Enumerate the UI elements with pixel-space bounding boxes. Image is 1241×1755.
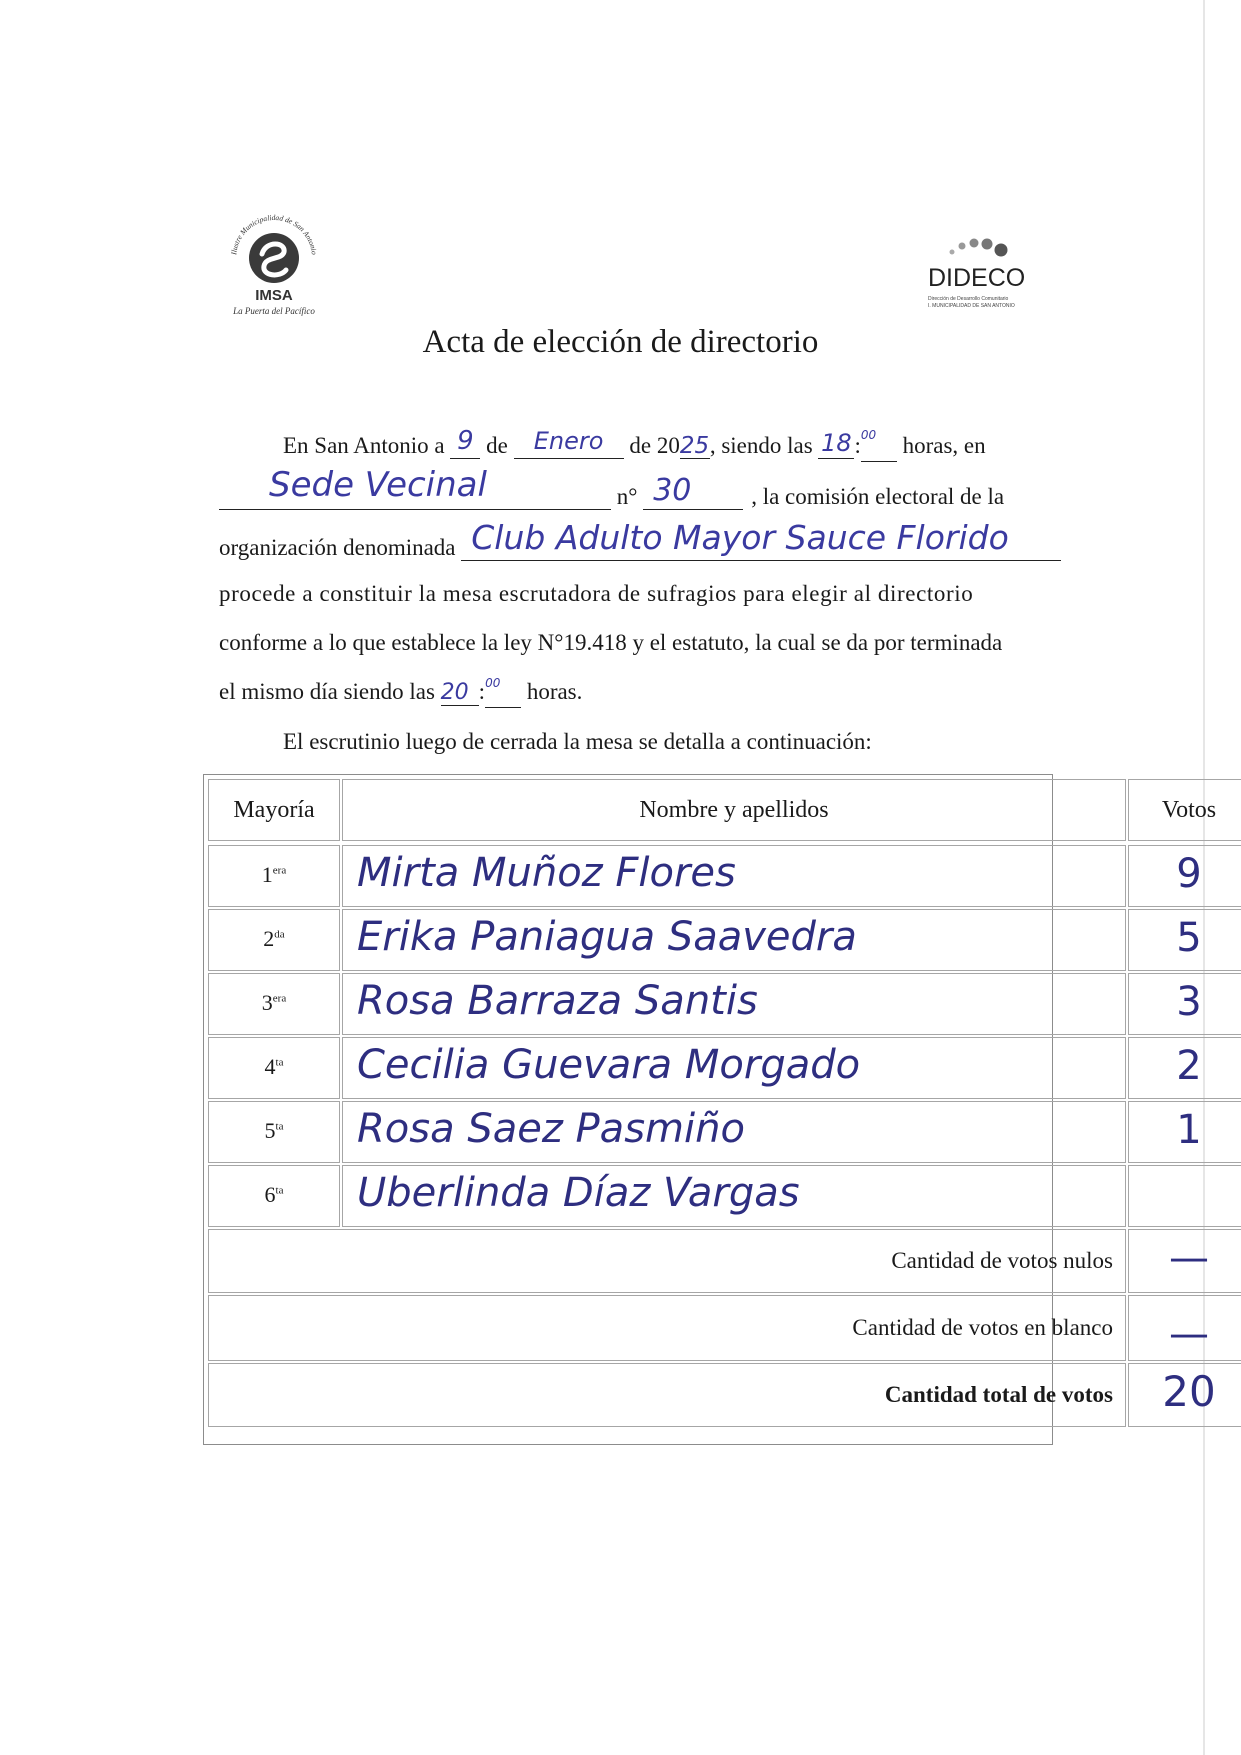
svg-text:Ilustre Municipalidad de San A: Ilustre Municipalidad de San Antonio xyxy=(229,212,319,256)
null-votes-value: — xyxy=(1128,1229,1241,1293)
start-hour-field: 18 xyxy=(821,429,852,457)
place-field: Sede Vecinal xyxy=(269,465,487,505)
candidate-name: Rosa Saez Pasmiño xyxy=(342,1101,1126,1163)
table-row-majority: $4^{ta}$ xyxy=(208,1037,340,1099)
candidate-name: Erika Paniagua Saavedra xyxy=(342,909,1126,971)
svg-text:DIDECO: DIDECO xyxy=(928,264,1026,292)
vote-table xyxy=(203,774,1217,1445)
intro-line-5: conforme a lo que establece la ley N°19.418 y el estatuto, la cual se da por terminada xyxy=(219,630,1003,655)
intro-line-2: Sede Vecinal n° 30 , la comisión electoral de la xyxy=(219,481,1041,510)
number-field: 30 xyxy=(653,473,692,508)
table-row-majority: $1^{era}$ xyxy=(208,845,340,907)
candidate-votes: 3 xyxy=(1128,973,1241,1035)
start-minute-field: 00 xyxy=(860,428,877,442)
year-field: 25 xyxy=(679,433,710,459)
intro-line-3: organización denominada Club Adulto Mayor Sauce Florido xyxy=(219,532,1041,561)
svg-text:Dirección de Desarrollo Comuni: Dirección de Desarrollo Comunitario xyxy=(928,296,1009,302)
candidate-votes xyxy=(1128,1165,1241,1227)
svg-text:IMSA: IMSA xyxy=(255,287,293,304)
intro-line-6: el mismo día siendo las 20 :00 horas. xyxy=(219,680,1041,708)
candidate-votes: 5 xyxy=(1128,909,1241,971)
end-minute-field: 00 xyxy=(485,676,501,690)
candidate-votes: 1 xyxy=(1128,1101,1241,1163)
header-votes: Votos xyxy=(1128,779,1241,841)
table-row-majority: $2^{da}$ xyxy=(208,909,340,971)
intro-line-7: El escrutinio luego de cerrada la mesa se detalla a continuación: xyxy=(283,729,872,754)
candidate-name: Cecilia Guevara Morgado xyxy=(342,1037,1126,1099)
svg-text:La Puerta del Pacífico: La Puerta del Pacífico xyxy=(233,306,315,316)
document-title: Acta de elección de directorio xyxy=(422,324,819,360)
candidate-votes: 9 xyxy=(1128,845,1241,907)
candidate-name: Mirta Muñoz Flores xyxy=(342,845,1126,907)
header-name: Nombre y apellidos xyxy=(342,779,1126,841)
table-row-majority: $5^{ta}$ xyxy=(208,1101,340,1163)
candidate-name: Uberlinda Díaz Vargas xyxy=(342,1165,1126,1227)
total-votes-label: Cantidad total de votos xyxy=(208,1363,1126,1427)
table-row-majority: $3^{era}$ xyxy=(208,973,340,1035)
organization-field: Club Adulto Mayor Sauce Florido xyxy=(471,518,1009,557)
month-field: Enero xyxy=(533,427,604,455)
end-hour-field: 20 xyxy=(440,680,469,705)
blank-votes-label: Cantidad de votos en blanco xyxy=(208,1295,1126,1361)
candidate-name: Rosa Barraza Santis xyxy=(342,973,1126,1035)
blank-votes-value: — xyxy=(1128,1295,1241,1361)
day-field: 9 xyxy=(457,426,474,456)
candidate-votes: 2 xyxy=(1128,1037,1241,1099)
header-majority: Mayoría xyxy=(208,779,340,841)
null-votes-label: Cantidad de votos nulos xyxy=(208,1229,1126,1293)
intro-line-4: procede a constituir la mesa escrutadora de sufragios para elegir al directorio xyxy=(219,581,974,606)
intro-line-1: En San Antonio a 9 de Enero de 2025, siendo las 18 :00 horas, en xyxy=(283,433,1105,462)
dideco-logo xyxy=(920,230,1040,322)
imsa-logo xyxy=(214,212,334,320)
total-votes-value: 20 xyxy=(1128,1363,1241,1427)
svg-text:I. MUNICIPALIDAD DE SAN ANTONI: I. MUNICIPALIDAD DE SAN ANTONIO xyxy=(928,303,1015,309)
table-row-majority: $6^{ta}$ xyxy=(208,1165,340,1227)
